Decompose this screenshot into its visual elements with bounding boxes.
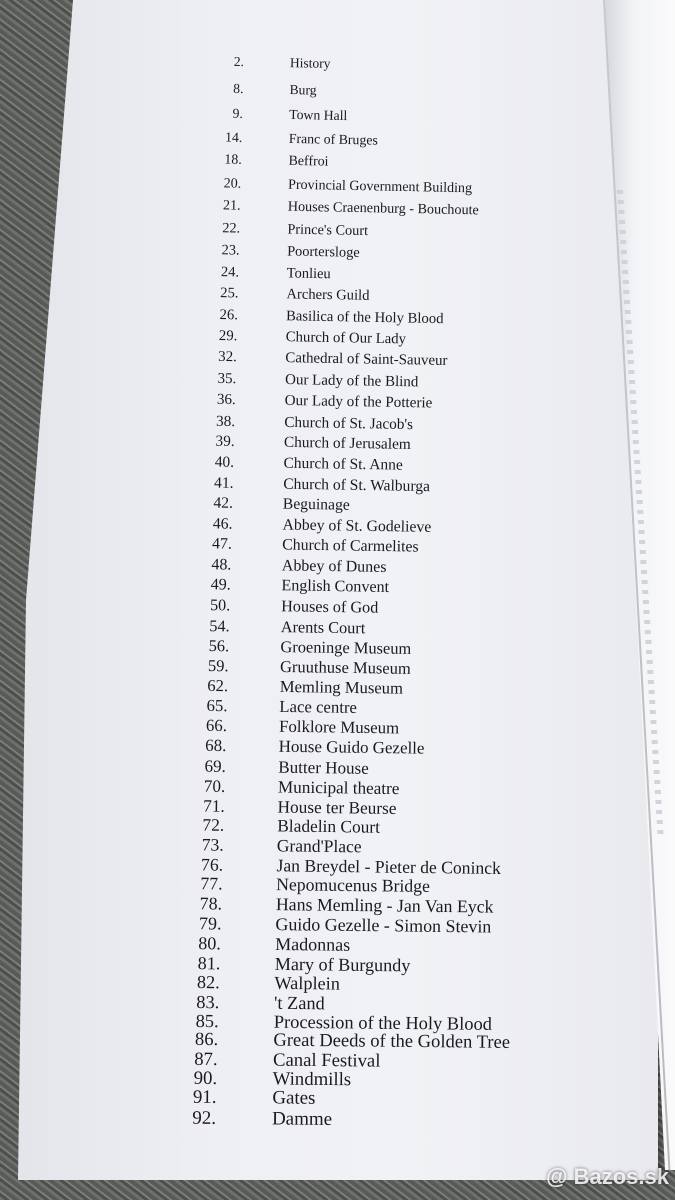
- entry-name: Windmills: [272, 1068, 352, 1091]
- entry-name: Canal Festival: [272, 1049, 381, 1072]
- entry-number: 8.: [233, 81, 244, 97]
- entry-name: 't Zand: [273, 992, 325, 1013]
- entry-name: Municipal theatre: [277, 777, 400, 798]
- entry-number: 39.: [215, 433, 235, 451]
- entry-number: 20.: [223, 175, 242, 192]
- entry-name: Church of Our Lady: [285, 329, 407, 348]
- entry-number: 14.: [224, 129, 243, 145]
- list-item: [0, 655, 411, 678]
- entry-name: Bladelin Court: [277, 816, 381, 837]
- entry-number: 48.: [211, 556, 232, 574]
- list-item: [0, 873, 431, 897]
- list-item: [0, 735, 425, 758]
- entry-number: 90.: [193, 1067, 218, 1090]
- list-item: [0, 834, 362, 857]
- list-item: [0, 675, 404, 698]
- list-item: [0, 1010, 493, 1034]
- entry-number: 62.: [207, 675, 229, 696]
- entry-name: Gates: [272, 1087, 316, 1110]
- entry-number: 38.: [215, 412, 236, 430]
- entry-name: Houses Craenenburg - Bouchoute: [287, 198, 479, 219]
- entry-number: 47.: [211, 535, 233, 554]
- entry-name: English Convent: [281, 577, 390, 597]
- entry-name: Tonlieu: [286, 264, 331, 282]
- entry-number: 80.: [198, 933, 221, 954]
- entry-name: Procession of the Holy Blood: [273, 1011, 493, 1034]
- entry-number: 29.: [218, 328, 238, 345]
- entry-name: Prince's Court: [287, 221, 369, 239]
- entry-name: Mary of Burgundy: [274, 953, 411, 975]
- list-item: [0, 1067, 352, 1091]
- entry-number: 70.: [203, 776, 226, 796]
- list-item: [0, 854, 501, 878]
- list-item: [0, 1107, 333, 1130]
- entry-number: 66.: [205, 715, 228, 736]
- entry-name: Church of Jerusalem: [283, 434, 411, 454]
- list-item: [0, 126, 378, 148]
- watermark: @ Bazos.sk: [546, 1164, 669, 1189]
- entry-name: Butter House: [278, 757, 369, 778]
- entry-name: Our Lady of the Blind: [284, 371, 419, 390]
- list-item: [0, 239, 360, 261]
- list-item: [0, 952, 411, 975]
- entry-name: Beguinage: [282, 496, 350, 515]
- list-item: [0, 893, 494, 917]
- entry-number: 92.: [192, 1107, 217, 1129]
- entry-number: 32.: [218, 349, 238, 366]
- list-item: [0, 795, 397, 818]
- list-item: [0, 932, 351, 955]
- entry-number: 59.: [207, 655, 229, 676]
- list-item: [0, 149, 329, 170]
- entry-name: House ter Beurse: [277, 796, 397, 818]
- list-item: [0, 410, 414, 433]
- entry-name: Church of St. Jacob's: [284, 413, 414, 433]
- list-item: [0, 451, 403, 474]
- list-item: [0, 102, 348, 123]
- entry-name: Beffroi: [288, 153, 329, 170]
- entry-number: 72.: [202, 815, 225, 836]
- entry-number: 50.: [209, 596, 231, 615]
- entry-number: 2.: [233, 53, 245, 69]
- list-item: [0, 775, 400, 798]
- entry-number: 36.: [216, 391, 236, 408]
- list-item: [0, 472, 431, 495]
- entry-number: 18.: [224, 152, 242, 168]
- entry-number: 56.: [208, 635, 230, 656]
- entry-name: Grand'Place: [276, 835, 362, 857]
- entry-name: Our Lady of the Potterie: [284, 392, 433, 412]
- entry-number: 23.: [221, 241, 240, 259]
- list-item: [0, 695, 358, 717]
- entry-name: Folklore Museum: [278, 716, 400, 738]
- entry-number: 35.: [217, 370, 237, 387]
- entry-number: 82.: [196, 972, 220, 993]
- list-item: [0, 194, 479, 219]
- entry-name: Cathedral of Saint-Sauveur: [285, 350, 448, 370]
- list-item: [0, 325, 407, 348]
- list-item: [0, 261, 331, 282]
- entry-name: Guido Gezelle - Simon Stevin: [275, 913, 492, 937]
- entry-name: Nepomucenus Bridge: [276, 874, 431, 897]
- entry-name: Church of St. Walburga: [283, 475, 431, 495]
- entry-number: 68.: [205, 735, 227, 755]
- list-item: [0, 346, 448, 370]
- list-item: [0, 755, 369, 778]
- entry-number: 42.: [213, 494, 234, 513]
- list-item: [0, 430, 411, 454]
- entry-name: Franc of Bruges: [288, 130, 378, 148]
- list-item: [0, 217, 369, 239]
- entry-number: 26.: [219, 306, 239, 324]
- entry-name: Walplein: [274, 972, 341, 994]
- list-item: [0, 554, 387, 576]
- list-item: [0, 635, 412, 658]
- entry-name: Provincial Government Building: [287, 176, 473, 197]
- entry-name: Groeninge Museum: [280, 636, 412, 658]
- entry-name: Hans Memling - Jan Van Eyck: [275, 894, 494, 917]
- entry-number: 79.: [198, 912, 222, 933]
- entry-name: Abbey of St. Godelieve: [282, 516, 432, 536]
- list-item: [0, 715, 400, 738]
- entry-name: Memling Museum: [279, 676, 404, 698]
- list-item: [0, 513, 432, 536]
- list-item: [0, 533, 419, 557]
- list-item: [0, 971, 341, 994]
- entry-number: 76.: [200, 854, 224, 875]
- list-item: [0, 814, 381, 837]
- entry-number: 65.: [206, 695, 228, 716]
- entry-number: 46.: [212, 515, 233, 533]
- list-item: [0, 77, 317, 98]
- entry-number: 49.: [210, 576, 231, 594]
- list-item: [0, 282, 370, 305]
- entry-number: 73.: [201, 834, 224, 855]
- entry-number: 77.: [200, 873, 223, 894]
- entry-number: 83.: [196, 991, 220, 1012]
- entry-number: 91.: [192, 1087, 217, 1109]
- entry-number: 71.: [203, 796, 225, 816]
- entry-name: Great Deeds of the Golden Tree: [273, 1029, 511, 1054]
- list-item: [0, 1087, 316, 1110]
- entry-number: 22.: [222, 219, 241, 237]
- entry-number: 86.: [194, 1029, 219, 1051]
- list-item: [0, 615, 366, 638]
- entry-name: Damme: [271, 1107, 333, 1130]
- entry-number: 24.: [220, 263, 240, 281]
- list-item: [0, 1029, 511, 1054]
- entry-number: 81.: [197, 952, 221, 973]
- entry-name: History: [289, 54, 331, 71]
- list-item: [0, 594, 379, 618]
- entry-name: Madonnas: [275, 934, 351, 955]
- list-item: [0, 368, 419, 390]
- entry-name: Archers Guild: [286, 286, 370, 305]
- list-item: [0, 912, 492, 937]
- entry-number: 21.: [222, 197, 241, 215]
- list-item: [0, 1048, 381, 1072]
- list-item: [0, 492, 350, 515]
- entry-number: 40.: [214, 453, 235, 472]
- entry-name: Houses of God: [281, 597, 379, 618]
- entry-name: Arents Court: [280, 616, 366, 638]
- entry-number: 54.: [209, 615, 230, 636]
- entry-name: Basilica of the Holy Blood: [285, 307, 444, 327]
- entry-name: Church of Carmelites: [282, 536, 419, 557]
- entry-name: Poortersloge: [286, 243, 360, 261]
- entry-number: 69.: [204, 756, 226, 776]
- list-item: [0, 389, 433, 412]
- list-item: [0, 574, 390, 597]
- list-item: [0, 172, 473, 197]
- entry-number: 25.: [220, 285, 239, 302]
- entry-name: Abbey of Dunes: [281, 557, 387, 576]
- entry-number: 87.: [194, 1048, 218, 1070]
- entry-name: Burg: [289, 82, 317, 98]
- entry-name: Church of St. Anne: [283, 454, 403, 474]
- entry-name: Town Hall: [289, 106, 348, 123]
- entry-number: 9.: [232, 105, 244, 121]
- entry-name: Gruuthuse Museum: [279, 656, 411, 678]
- entry-number: 78.: [199, 893, 223, 914]
- entry-number: 85.: [195, 1010, 219, 1032]
- entry-number: 41.: [213, 474, 234, 492]
- list-item: [0, 991, 325, 1013]
- list-item: [0, 50, 331, 71]
- list-item: [0, 304, 444, 327]
- entry-name: Jan Breydel - Pieter de Coninck: [276, 854, 501, 878]
- entry-name: Lace centre: [279, 696, 358, 717]
- entry-name: House Guido Gezelle: [278, 736, 425, 758]
